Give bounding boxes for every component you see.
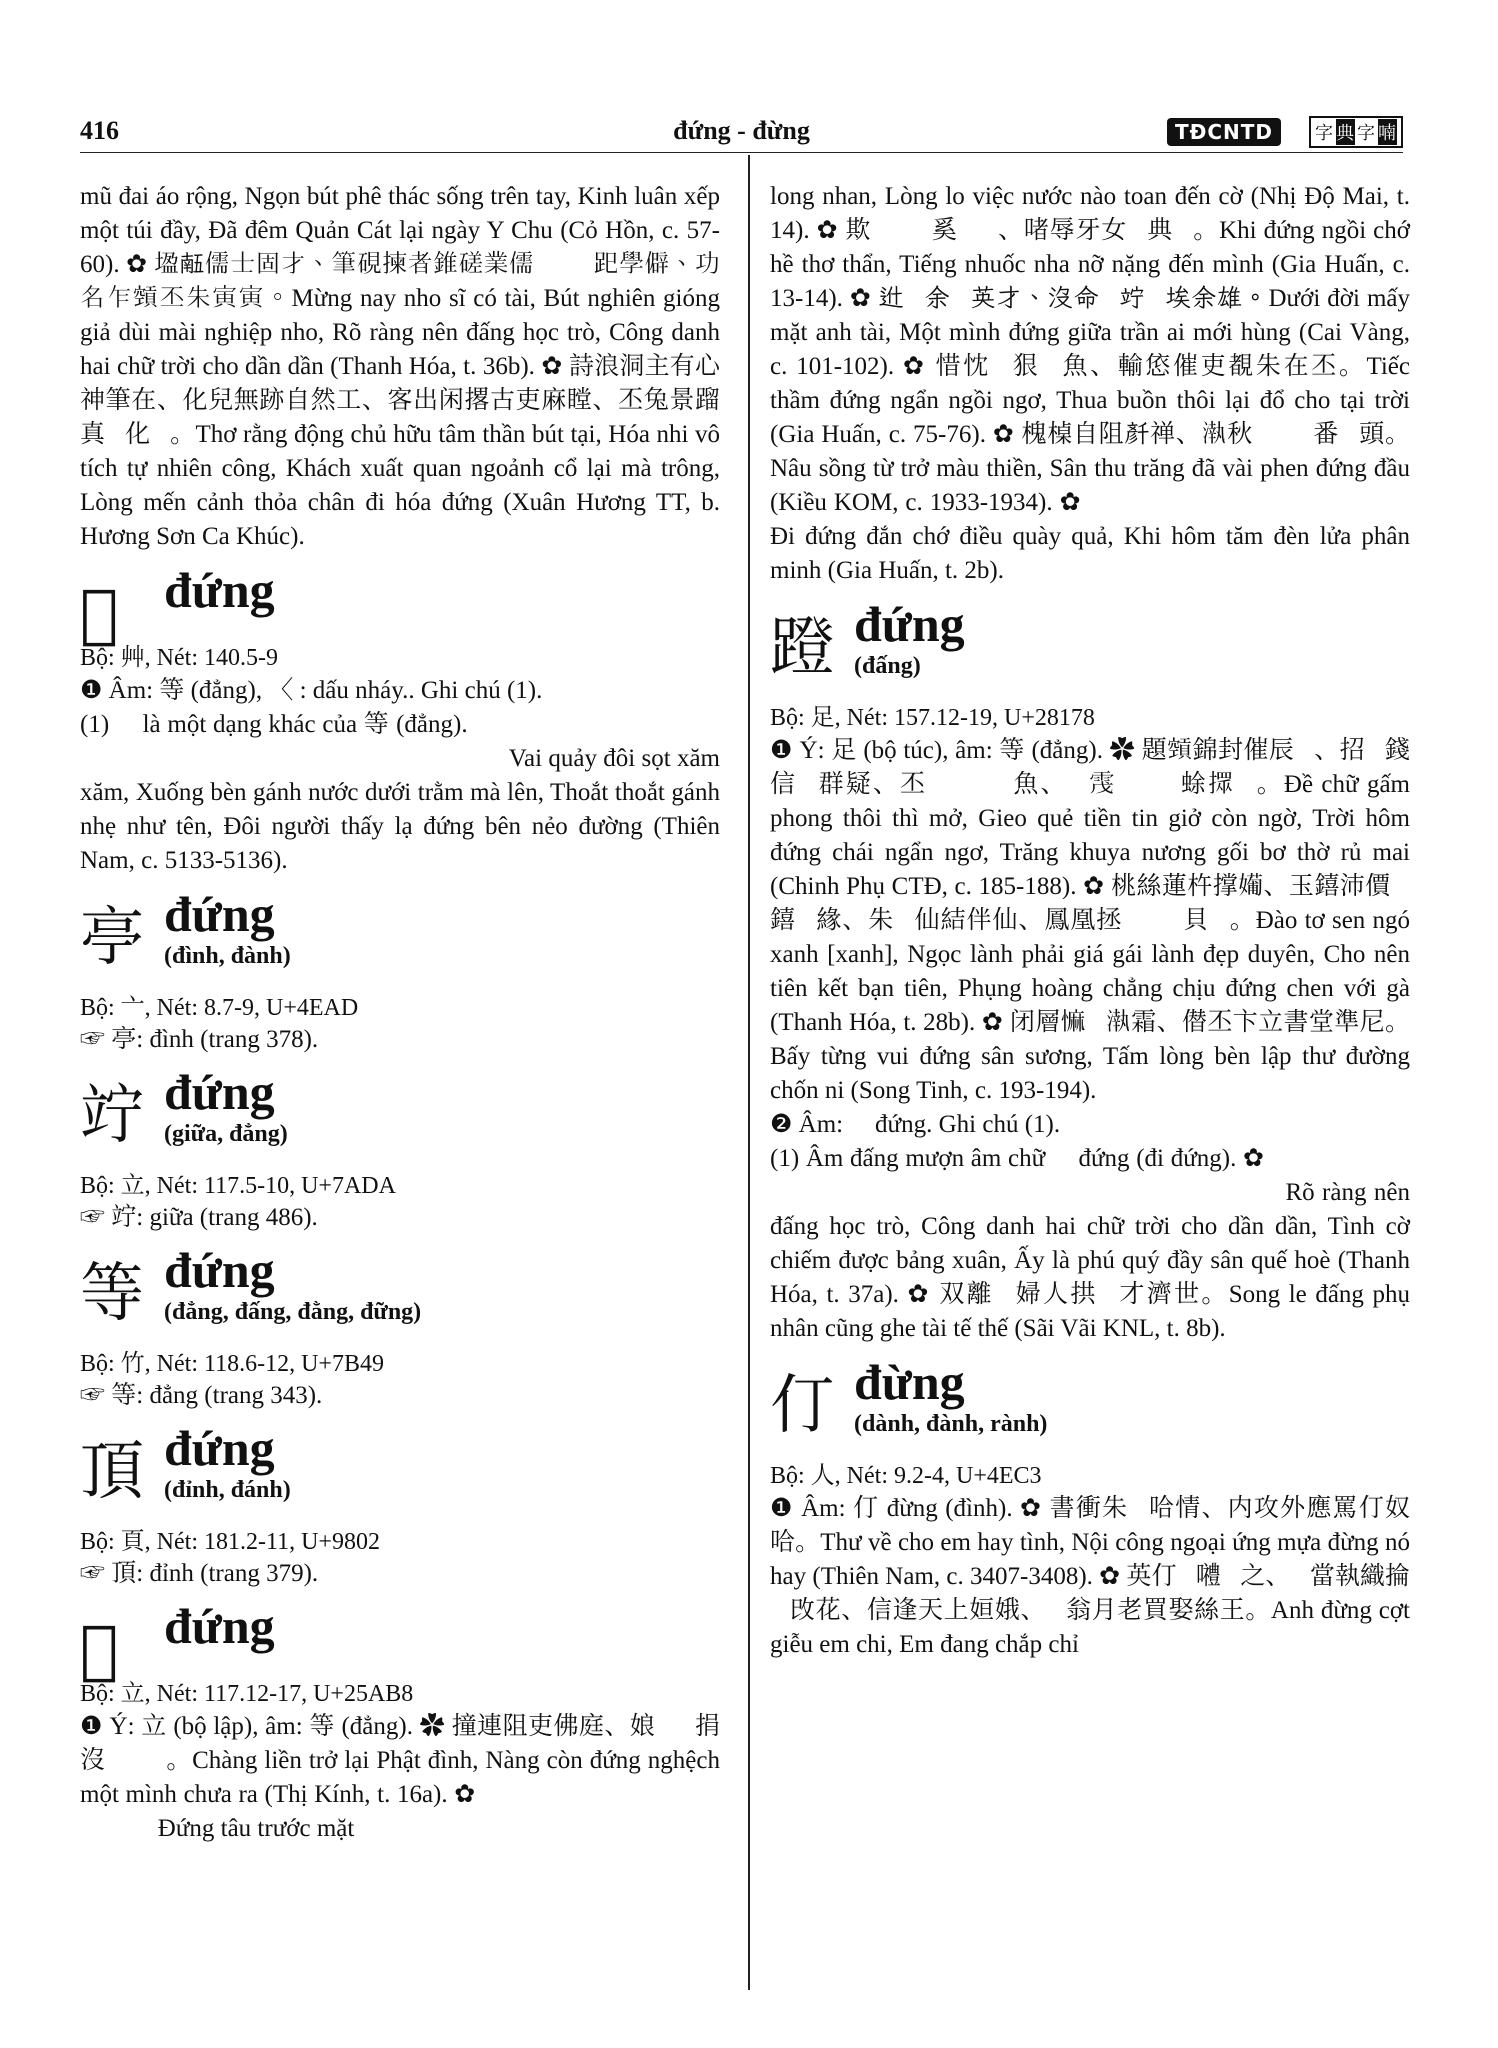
logo-badge: TĐCNTD (1167, 118, 1281, 146)
right-column (770, 180, 1410, 1662)
pronunciations: (đỉnh, đánh) (164, 1477, 291, 1503)
pronunciations: (dành, đành, rành) (854, 1411, 1048, 1437)
pronunciations: (giữa, đẳng) (164, 1121, 288, 1147)
running-title: đứng - đừng (673, 116, 810, 145)
headword: đừng (854, 1354, 965, 1410)
headword: đứng (164, 886, 275, 942)
entry (80, 564, 720, 878)
entry-note: (1) Âm đấng mượn âm chữ 𨆝 đứng (đi đứng). ✿ 𡧲𡧲𢧚𨆝學僻、功名乍𥨨丕朱寅寅、情期占特榜春、意羅富貴渃𣼳桂槐。Rõ ràng nên đấng học trò, Công danh hai chữ trời cho dần dần, Tình cờ chiếm được bảng xuân, Ấy là phú quý đầy sân quế hoè (Thanh Hóa, t. 37a). ✿ 双離𨆝婦人拱𢵰才濟世。Song le đấng phụ nhân cũng ghe tài tế thế (Sãi Vãi KNL, t. 8b). (770, 1145, 1410, 1342)
radical-stroke-line: Bộ: 人, Nét: 9.2-4, U+4EC3 (770, 1463, 1042, 1489)
entry (80, 888, 720, 1056)
entry-character: 蹬 (770, 611, 834, 685)
entry (770, 598, 1410, 1346)
radical-stroke-line: Bộ: 足, Nét: 157.12-19, U+28178 (770, 705, 1095, 731)
entry-character: 仃 (770, 1369, 834, 1443)
radical-stroke-line: Bộ: 艸, Nét: 140.5-9 (80, 645, 278, 671)
entry-body: ❶ Âm: 仃 đừng (đình). ✿ 書衝朱𡞕哈情、内攻外應罵仃奴哈。Thư về cho em hay tình, Nội công ngoại ứng mựa đừng nó hay (Thiên Nam, c. 3407-3408). ✿ 英仃𡁛𡅏𡞕之、𡞕當執織掄𣈖攺花、信逢天上姮娥、𢭂翁月老買娶絲王。Anh đừng cợt giễu em chi, Em đang chắp chỉ (770, 1495, 1410, 1658)
pronunciations: (đấng) (854, 653, 921, 679)
entry-character: 頂 (80, 1435, 144, 1509)
radical-stroke-line: Bộ: 頁, Nét: 181.2-11, U+9802 (80, 1529, 380, 1555)
continuation-text: mũ đai áo rộng, Ngọn bút phê thác sống trên tay, Kinh luân xếp một túi đầy, Đã đêm Quản Cát lại ngày Y Chu (Cỏ Hồn, c. 57-60). ✿ 𡎠𠄼儒士固才、筆硯揀者錐磋業儒𡧲𡧲𢧚𧿆學僻、功名乍𥨨丕朱寅寅。Mừng nay nho sĩ có tài, Bút nghiên gióng giả dùi mài nghiệp nho, Rõ ràng nên đấng học trò, Công danh hai chữ trời cho dần dần (Thanh Hóa, t. 36b). ✿ 詩浪洞主有心神筆在、化兒無跡自然工、客出闲撂古吏麻瞠、丕兔景蹓真𢷀化𨆝。Thơ rằng động chủ hữu tâm thần bút tại, Hóa nhi vô tích tự nhiên công, Khách xuất quan ngoảnh cổ lại mà trông, Lòng mến cảnh thỏa chân đi hóa đứng (Xuân Hương TT, b. Hương Sơn Ca Khúc). (80, 183, 720, 550)
entry (80, 1244, 720, 1412)
entry-note: (1) 𦬑 là một dạng khác của 等 (đẳng). ✿ 𢬣掛堆𧾷侵侵、𢯞下𣙺渃𣻆沉麻蓮、脱脱𣙺珥如𦬑、堆𠊛𧡊𢦀𤳇𦬑边𡊚塘。Vai quảy đôi sọt xăm xăm, Xuống bèn gánh nước dưới trằm mà lên, Thoắt thoắt gánh nhẹ như tên, Đôi người thấy lạ đứng bên nẻo đường (Thiên Nam, c. 5133-5136). (80, 711, 720, 874)
pronunciations: (đẳng, đấng, đằng, đững) (164, 1299, 422, 1325)
entry-character: 𫞸 (80, 1613, 119, 1687)
headword: đứng (164, 1242, 275, 1298)
entry-body-second: ❷ Âm: 𨆝 đứng. Ghi chú (1). (770, 1111, 1061, 1138)
running-header (80, 112, 1403, 153)
entry-character: 𦬑 (80, 577, 119, 651)
cross-reference: ☞ 頂: đỉnh (trang 379). (80, 1560, 319, 1587)
entry (80, 1066, 720, 1234)
headword: đứng (164, 1598, 275, 1654)
cross-reference: ☞ 等: đẳng (trang 343). (80, 1382, 323, 1409)
column-divider (748, 155, 750, 1990)
entry (770, 1356, 1410, 1662)
radical-stroke-line: Bộ: 亠, Nét: 8.7-9, U+4EAD (80, 995, 359, 1021)
entry-body: ❶ Ý: 立 (bộ lập), âm: 等 (đẳng). ✿ 撞連阻吏佛庭、娘𡚚𫞸捐沒𨀈𨅉𠁀。Chàng liền trở lại Phật đình, Nàng còn đứng nghệch một mình chưa ra (Thị Kính, t. 16a). ✿ 𫞸奏𩹸𣘈龍顔、丕𢚸役渃𦀊算旦棋。Đứng tâu trước mặt (80, 1713, 720, 1842)
entry-body: ❶ Âm: 等 (đẳng), 〈 : dấu nháy.. Ghi chú (1). (80, 677, 543, 704)
entry-body: ❶ Ý: 足 (bộ túc), âm: 等 (đẳng). ✿ 題𥨨錦封催辰𦏓、招𩵜錢信𢷀群疑、丕𡗶𨆝𡋂𨰈魚、𦛌𩂟𠓨𢶻𦲶蜍𢶢𩯀。Đề chữ gấm phong thôi thì mở, Gieo quẻ tiền tin giở còn ngờ, Trời hôm đứng chái ngẩn ngơ, Trăng khuya nương gối bơ thờ rủ mai (Chinh Phụ CTĐ, c. 185-188). ✿ 桃絲蓮杵撑𡢼、玉𨭎沛價𡛔𨭎𦁾緣、朱𡧲仙結伴仙、鳳凰拯𦏓𨆝𦎛貝𤠄。Đào tơ sen ngó xanh [xanh], Ngọc lành phải giá gái lành đẹp duyên, Cho nên tiên kết bạn tiên, Phụng hoàng chẳng chịu đứng chen với gà (Thanh Hóa, t. 28b). ✿ 闭層𢠩𨆝𣼳霜、僣丕卞立書堂準尼。Bấy từng vui đứng sân sương, Tấm lòng bèn lập thư đường chốn ni (Song Tinh, c. 193-194). (770, 737, 1410, 1104)
entry-character: 等 (80, 1257, 144, 1331)
radical-stroke-line: Bộ: 立, Nét: 117.12-17, U+25AB8 (80, 1681, 414, 1707)
continuation-text: long nhan, Lòng lo việc nước nào toan đến cờ (Nhị Độ Mai, t. 14). ✿ 欺𫞸𢁋𦉽奚𢺺𠠩、啫辱牙女𡀫典𨓡。Khi đứng ngồi chớ hề thơ thẩn, Tiếng nhuốc nha nỡ nặng đến mình (Gia Huấn, c. 13-14). ✿ 𨑮𦹵余𥚄英才、没命𫞸竚𡎝埃余雄。Dưới đời mấy mặt anh tài, Một mình đứng giữa trần ai mới hùng (Cai Vàng, c. 101-102). ✿ 惜忱𫞸狠𢁋魚、輸㥋催吏覩朱在丕。Tiếc thầm đứng ngẩn ngồi ngơ, Thua buồn thôi lại đổ cho tại trời (Gia Huấn, c. 75-76). ✿ 槐槕自阻𠦳禅、𣼳秋𦛌𢭲𨂍番𫞸頭。Nâu sồng từ trở màu thiền, Sân thu trăng đã vài phen đứng đầu (Kiều KOM, c. 1933-1934). ✿ 𢷀𫞸𨆝𦉽調㨋𣘈、欺𡗶沁𤈜焒分明。Đi đứng đắn chớ điều quày quả, Khi hôm tăm đèn lửa phân minh (Gia Huấn, t. 2b). (770, 183, 1410, 584)
radical-stroke-line: Bộ: 竹, Nét: 118.6-12, U+7B49 (80, 1351, 384, 1377)
entry-character: 竚 (80, 1079, 144, 1153)
entry (80, 1600, 720, 1846)
entry (80, 1422, 720, 1590)
page-number: 416 (80, 116, 119, 145)
radical-stroke-line: Bộ: 立, Nét: 117.5-10, U+7ADA (80, 1173, 396, 1199)
cross-reference: ☞ 亭: đình (trang 378). (80, 1026, 319, 1053)
headword: đứng (164, 1420, 275, 1476)
headword: đứng (164, 1064, 275, 1120)
entry-character: 亭 (80, 901, 144, 975)
publisher-logos (1167, 116, 1403, 148)
cross-reference: ☞ 竚: giữa (trang 486). (80, 1204, 318, 1231)
pronunciations: (đình, đành) (164, 943, 291, 969)
headword: đứng (164, 562, 275, 618)
left-column (80, 180, 720, 1846)
logo-seal: 字 典 字 喃 (1309, 116, 1403, 148)
headword: đứng (854, 596, 965, 652)
